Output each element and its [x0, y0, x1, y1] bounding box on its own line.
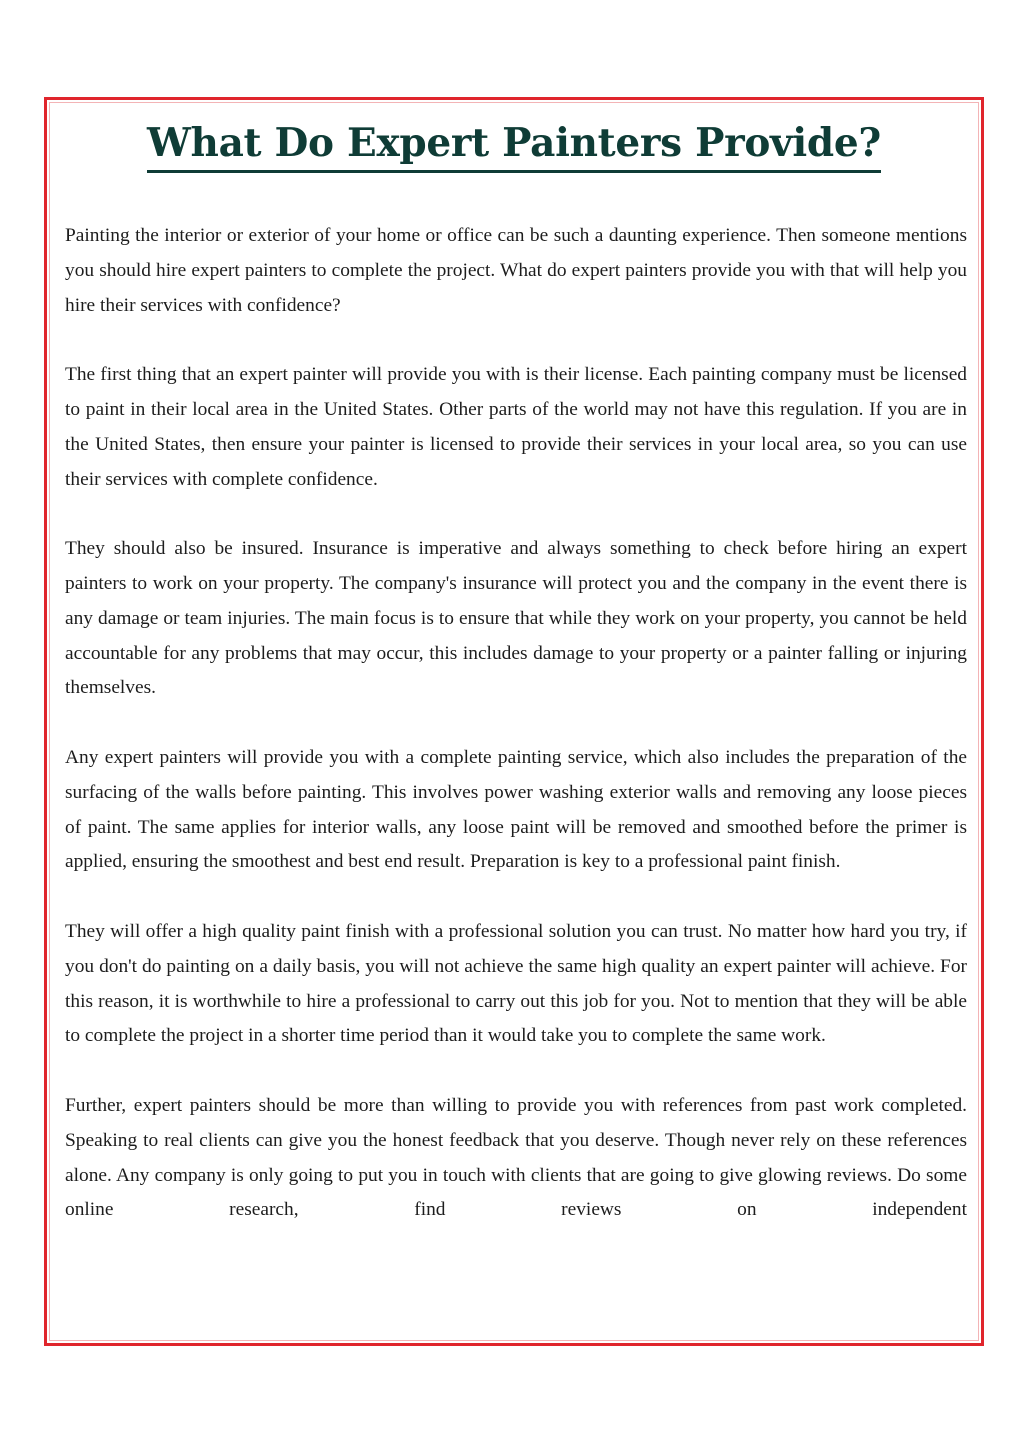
- paragraph-quality: They will offer a high quality paint finish with a professional solution you can trust. No matter how hard you try, if you don't do painting on a daily basis, you will not achieve the same high quality an expert painter will achieve. For this reason, it is worthwhile to hire a professional to carry out this job for you. Not to mention that they will be able to complete the project in a shorter time period than it would take you to complete the same work.: [65, 920, 967, 1047]
- paragraph-intro: Painting the interior or exterior of your home or office can be such a daunting experience. Then someone mentions you should hire expert painters to complete the project. What do expert painters provide you with that will help you hire their services with confidence?: [65, 225, 967, 316]
- paragraph-insurance: They should also be insured. Insurance is imperative and always something to check before hiring an expert painters to work on your property. The company's insurance will protect you and the company in the event there is any damage or team injuries. The main focus is to ensure that while they work on your property, you cannot be held accountable for any problems that may occur, this includes damage to your property or a painter falling or injuring themselves.: [65, 538, 967, 699]
- paragraph-license: The first thing that an expert painter will provide you with is their license. Each painting company must be licensed to paint in their local area in the United States. Other parts of the world may not have this regulation. If you are in the United States, then ensure your painter is licensed to provide their services in your local area, so you can use their services with complete confidence.: [65, 364, 967, 490]
- page-title-text: What Do Expert Painters Provide?: [147, 119, 881, 173]
- page-title: [47, 119, 981, 173]
- paragraph-references: Further, expert painters should be more than willing to provide you with references from past work completed. Speaking to real clients can give you the honest feedback that you deserve. Though never rely on these references alone. Any company is only going to put you in touch with clients that are going to give glowing reviews. Do some online research, find reviews on independent: [65, 1094, 967, 1221]
- paragraph-preparation: Any expert painters will provide you with a complete painting service, which also includes the preparation of the surfacing of the walls before painting. This involves power washing exterior walls and removing any loose pieces of paint. The same applies for interior walls, any loose paint will be removed and smoothed before the primer is applied, ensuring the smoothest and best end result. Preparation is key to a professional paint finish.: [65, 746, 967, 873]
- page-border-frame: [44, 97, 984, 1346]
- article-body: [65, 219, 967, 1228]
